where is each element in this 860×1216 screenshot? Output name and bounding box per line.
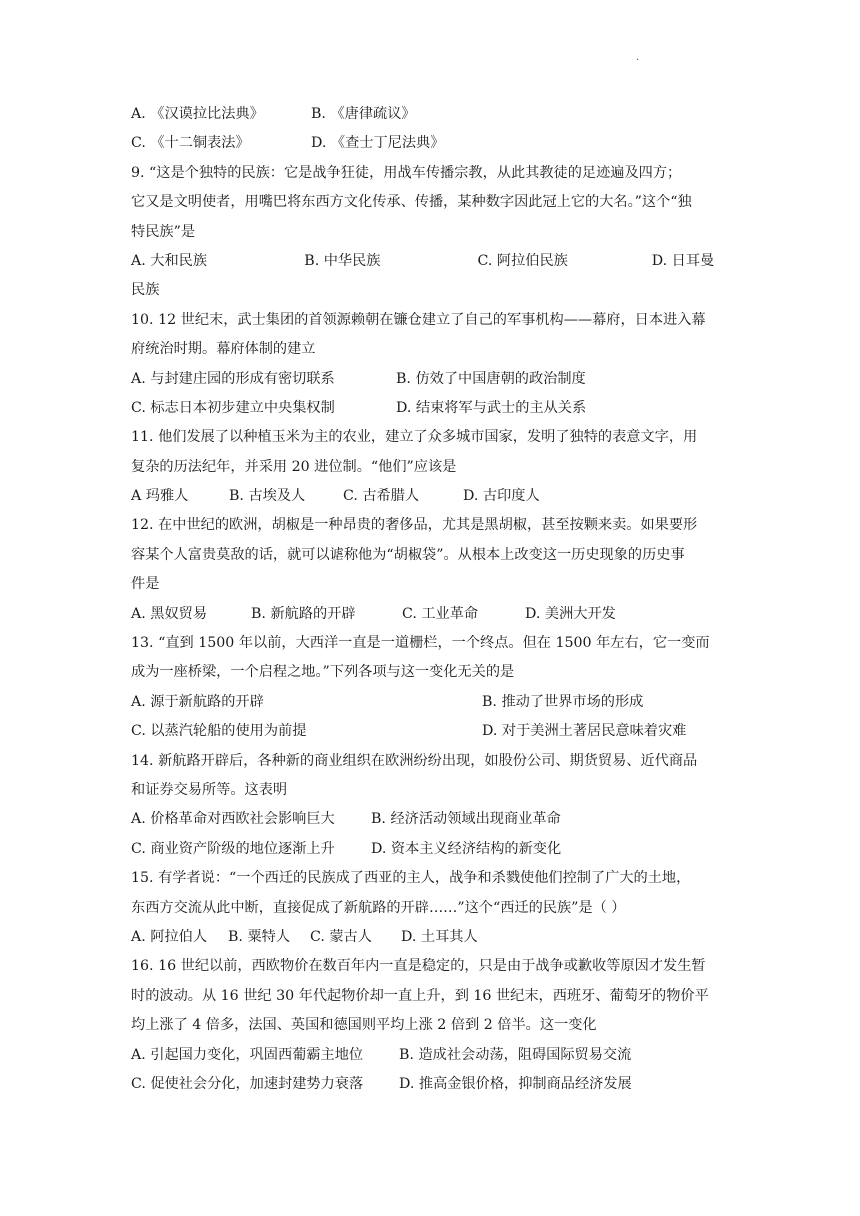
answer-option: C. 《十二铜表法》 [131,135,250,152]
answer-options-row [131,100,731,129]
answer-option: D. 日耳曼 [651,252,715,269]
answer-option: B. 粟特人 [228,928,291,945]
answer-option: A. 阿拉伯人 [131,928,208,945]
answer-option: A. 引起国力变化，巩固西葡霸主地位 [131,1046,364,1063]
answer-options-row [131,365,731,394]
answer-option: B. 推动了世界市场的形成 [482,693,644,710]
question-text-line: 特民族”是 [131,223,196,240]
answer-options-row [131,1041,731,1070]
question-text-line: 成为一座桥梁，一个启程之地。”下列各项与这一变化无关的是 [131,664,515,681]
answer-option: B. 新航路的开辟 [251,605,356,622]
question-text-line: 容某个人富贵莫敌的话，就可以谑称他为“胡椒袋”。从根本上改变这一历史现象的历史事 [131,546,685,563]
question-text-line: 14. 新航路开辟后，各种新的商业组织在欧洲纷纷出现，如股份公司、期货贸易、近代商品 [131,752,698,769]
question-text-line: 10. 12 世纪末，武士集团的首领源赖朝在镰仓建立了自己的军事机构——幕府，日本进入幕 [131,311,706,328]
question-text-line: 16. 16 世纪以前，西欧物价在数百年内一直是稳定的，只是由于战争或歉收等原因才发生暂 [131,958,706,975]
answer-option: D. 对于美洲土著居民意味着灾难 [482,723,687,740]
answer-options-row [131,805,731,834]
answer-option: B. 《唐律疏议》 [311,106,416,122]
answer-options-row [131,688,731,717]
question-text-line: 均上涨了 4 倍多，法国、英国和德国则平均上涨 2 倍到 2 倍半。这一变化 [131,1017,597,1034]
answer-options-row [131,835,731,864]
question-text-line: 东西方交流从此中断，直接促成了新航路的开辟……”这个“西迁的民族”是（ ） [131,899,626,916]
answer-option: B. 经济活动领域出现商业革命 [371,811,561,828]
answer-option: C. 商业资产阶级的地位逐渐上升 [131,840,335,857]
answer-option: C. 阿拉伯民族 [477,252,568,269]
answer-option: A. 与封建庄园的形成有密切联系 [131,370,335,387]
question-text-line: 它又是文明使者，用嘴巴将东西方文化传承、传播，某种数字因此冠上它的大名。”这个“独 [131,194,692,211]
answer-option: B. 仿效了中国唐朝的政治制度 [396,370,586,387]
answer-option: C. 蒙古人 [310,928,372,945]
answer-options-row [131,129,731,158]
question-text-line: 民族 [131,282,160,299]
answer-option: C. 古希腊人 [343,488,420,505]
question-text-line: 11. 他们发展了以种植玉米为主的农业，建立了众多城市国家，发明了独特的表意文字，用 [131,429,698,446]
answer-option: A. 源于新航路的开辟 [131,693,264,710]
question-text-line: 复杂的历法纪年，并采用 20 进位制。“他们”应该是 [131,458,457,475]
answer-options-row [131,923,731,952]
answer-option: B. 中华民族 [304,252,381,269]
question-text-line: 12. 在中世纪的欧洲，胡椒是一种昂贵的奢侈品，尤其是黑胡椒，甚至按颗来卖。如果要形 [131,517,698,534]
answer-option: A. 大和民族 [131,252,208,269]
answer-option: D. 古印度人 [463,488,540,505]
question-text-line: 时的波动。从 16 世纪 30 年代起物价却一直上升，到 16 世纪末，西班牙、葡萄牙的物价平 [131,987,709,1004]
answer-option: A. 《汉谟拉比法典》 [131,106,264,122]
answer-options-row [131,247,731,276]
answer-option: B. 造成社会动荡，阻碍国际贸易交流 [399,1046,632,1063]
answer-option: B. 古埃及人 [229,488,306,505]
answer-option: D. 美洲大开发 [525,605,616,622]
answer-option: A 玛雅人 [131,488,189,505]
answer-options-row [131,394,731,423]
question-text-line: 15. 有学者说：“一个西迁的民族成了西亚的主人，战争和杀戮使他们控制了广大的土地， [131,870,691,887]
answer-options-row [131,717,731,746]
answer-options-row [131,1070,731,1099]
question-text-line: 13. “直到 1500 年以前，大西洋一直是一道栅栏，一个终点。但在 1500 年左右，它一变而 [131,635,710,652]
answer-option: C. 促使社会分化，加速封建势力衰落 [131,1075,364,1092]
question-text-line: 件是 [131,576,160,593]
answer-option: C. 以蒸汽轮船的使用为前提 [131,723,307,740]
answer-options-row [131,482,731,511]
answer-option: D. 推高金银价格，抑制商品经济发展 [399,1075,632,1092]
answer-option: D. 《查士丁尼法典》 [311,135,445,152]
answer-option: A. 价格革命对西欧社会影响巨大 [131,811,335,828]
answer-option: D. 结束将军与武士的主从关系 [396,399,587,416]
question-text-line: 和证券交易所等。这表明 [131,781,288,798]
question-content [131,100,731,1099]
answer-option: A. 黑奴贸易 [131,605,208,622]
answer-option: D. 资本主义经济结构的新变化 [371,840,562,857]
answer-options-row [131,600,731,629]
answer-option: D. 土耳其人 [401,928,478,945]
corner-mark: . [636,52,640,63]
question-text-line: 9. “这是个独特的民族：它是战争狂徒，用战车传播宗教，从此其教徒的足迹遍及四方； [131,164,682,181]
answer-option: C. 标志日本初步建立中央集权制 [131,399,335,416]
answer-option: C. 工业革命 [402,605,479,622]
question-text-line: 府统治时期。幕府体制的建立 [131,341,316,358]
